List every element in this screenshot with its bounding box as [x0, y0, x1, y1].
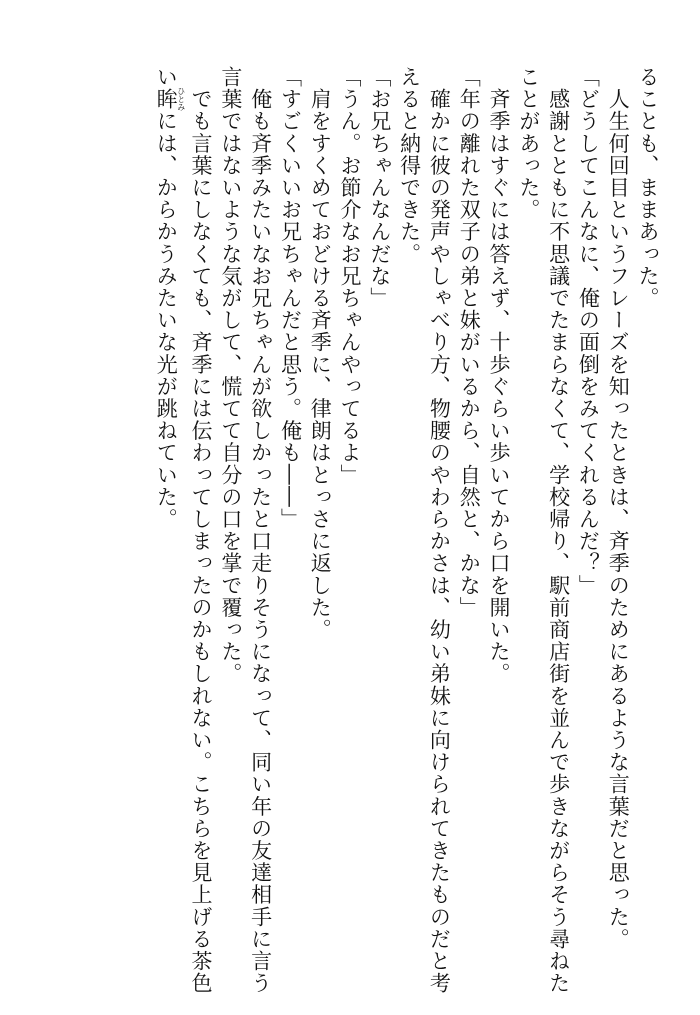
ruby-word: [154, 87, 186, 112]
text-line: 感謝とともに不思議でたまらなくて、学校帰り、駅前商店街を並んで歩きながらそう尋ねた: [546, 66, 571, 995]
text-line: ことがあった。: [516, 66, 541, 221]
text-line: えると納得できた。: [397, 66, 422, 265]
text-line: 肩をすくめておどける斉季に、律朗はとっさに返した。: [308, 66, 333, 641]
text-line: 人生何回目というフレーズを知ったときは、斉季のためにあるような言葉だと思った。: [606, 66, 631, 950]
text-line: 「うん。お節介なお兄ちゃんやってるよ」: [338, 66, 363, 486]
vertical-text-block: [150, 66, 662, 995]
text-line: 斉季はすぐには答えず、十歩ぐらい歩いてから口を開いた。: [487, 66, 512, 685]
text-line: 俺も斉季みたいなお兄ちゃんが欲しかったと口走りそうになって、同い年の友達相手に言う: [248, 66, 273, 995]
text-line-last: [150, 66, 185, 956]
last-line-start: い: [154, 66, 179, 89]
text-line: 確かに彼の発声やしゃべり方、物腰のやわらかさは、幼い弟妹に向けられてきたものだと考: [427, 66, 452, 995]
ruby-reading: ひとみ: [176, 87, 186, 112]
text-line: ることも、ままあった。: [636, 66, 660, 310]
ruby-base: 眸: [154, 87, 179, 112]
text-line: 「お兄ちゃんなんだな」: [367, 66, 392, 310]
last-line-end: には、からかうみたいな光が跳ねていた。: [154, 110, 179, 531]
text-line: でも言葉にしなくても、斉季には伝わってしまったのかもしれない。こちらを見上げる茶色: [189, 66, 214, 995]
text-line: 「年の離れた双子の弟と妹がいるから、自然と、かな」: [457, 66, 482, 619]
text-line: 「どうしてこんなに、俺の面倒をみてくれるんだ？」: [576, 66, 601, 597]
text-line: 「すごくいいお兄ちゃんだと思う。俺も――」: [278, 66, 303, 531]
text-line: 言葉ではないような気がして、慌てて自分の口を掌で覆った。: [218, 66, 243, 685]
